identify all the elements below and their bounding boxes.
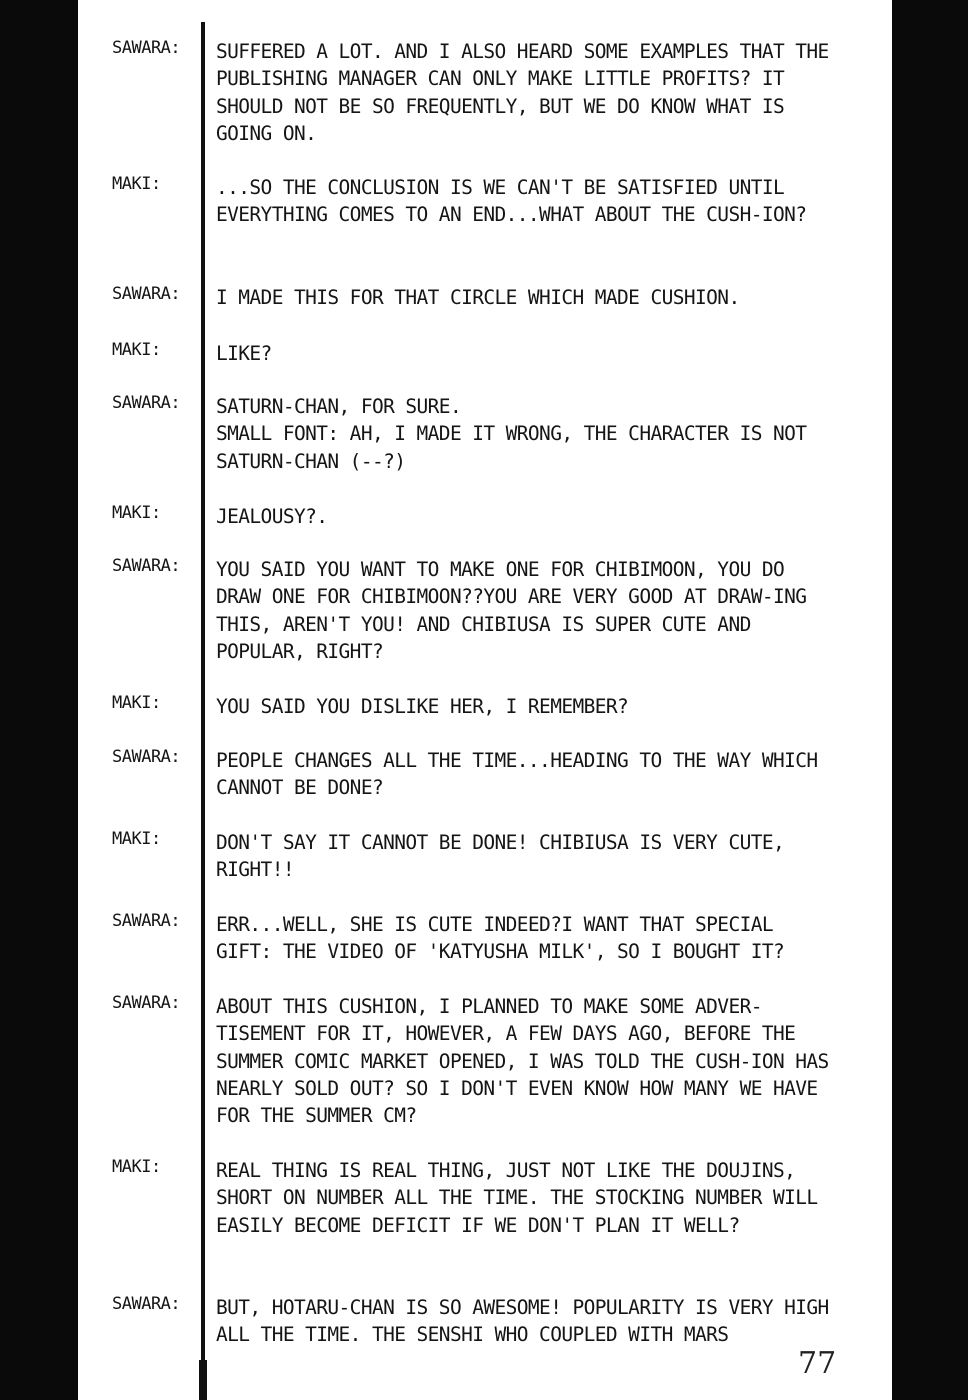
speaker-label: MAKI:: [112, 340, 161, 360]
speaker-label: SAWARA:: [112, 911, 181, 931]
speaker-label: SAWARA:: [112, 38, 181, 58]
speaker-label: SAWARA:: [112, 556, 181, 576]
dialogue-text: ERR...WELL, SHE IS CUTE INDEED?I WANT THAT SPECIAL GIFT: THE VIDEO OF 'KATYUSHA MILK', SO I BOUGHT IT?: [216, 913, 785, 964]
speaker-label: SAWARA:: [112, 1294, 181, 1314]
speaker-label: MAKI:: [112, 503, 161, 523]
column-divider-line: [201, 22, 205, 1400]
dialogue-text: YOU SAID YOU WANT TO MAKE ONE FOR CHIBIMOON, YOU DO DRAW ONE FOR CHIBIMOON??YOU ARE VERY GOOD AT DRAW-ING THIS, AREN'T YOU! AND CHIBIUSA IS SUPER CUTE AND POPULAR, RIGHT?: [216, 558, 807, 663]
dialogue-text: DON'T SAY IT CANNOT BE DONE! CHIBIUSA IS VERY CUTE, RIGHT!!: [216, 831, 785, 882]
dialogue-text: REAL THING IS REAL THING, JUST NOT LIKE THE DOUJINS, SHORT ON NUMBER ALL THE TIME. THE STOCKING NUMBER WILL EASILY BECOME DEFICIT IF WE DON'T PLAN IT WELL?: [216, 1159, 818, 1237]
dialogue-text: PEOPLE CHANGES ALL THE TIME...HEADING TO THE WAY WHICH CANNOT BE DONE?: [216, 749, 818, 800]
dialogue-text: ...SO THE CONCLUSION IS WE CAN'T BE SATISFIED UNTIL EVERYTHING COMES TO AN END...WHAT ABOUT THE CUSH-ION?: [216, 176, 807, 227]
speaker-label: SAWARA:: [112, 393, 181, 413]
page-number: 77: [798, 1346, 837, 1381]
dialogue-text: SUFFERED A LOT. AND I ALSO HEARD SOME EXAMPLES THAT THE PUBLISHING MANAGER CAN ONLY MAKE LITTLE PROFITS? IT SHOULD NOT BE SO FREQUENTLY, BUT WE DO KNOW WHAT IS GOING ON.: [216, 40, 829, 145]
speaker-label: MAKI:: [112, 829, 161, 849]
speaker-label: MAKI:: [112, 1157, 161, 1177]
right-black-border: [892, 0, 968, 1400]
speaker-label: MAKI:: [112, 174, 161, 194]
dialogue-text: YOU SAID YOU DISLIKE HER, I REMEMBER?: [216, 695, 629, 718]
speaker-label: SAWARA:: [112, 284, 181, 304]
dialogue-text: LIKE?: [216, 342, 272, 365]
dialogue-text: BUT, HOTARU-CHAN IS SO AWESOME! POPULARITY IS VERY HIGH ALL THE TIME. THE SENSHI WHO COUPLED WITH MARS: [216, 1296, 829, 1347]
speaker-label: SAWARA:: [112, 747, 181, 767]
column-divider-tail: [199, 1360, 207, 1400]
speaker-label: SAWARA:: [112, 993, 181, 1013]
dialogue-text: SATURN-CHAN, FOR SURE. SMALL FONT: AH, I MADE IT WRONG, THE CHARACTER IS NOT SATURN-CHAN (--?): [216, 395, 807, 473]
left-black-border: [0, 0, 78, 1400]
dialogue-text: JEALOUSY?.: [216, 505, 328, 528]
speaker-label: MAKI:: [112, 693, 161, 713]
dialogue-text: ABOUT THIS CUSHION, I PLANNED TO MAKE SOME ADVER-TISEMENT FOR IT, HOWEVER, A FEW DAYS AGO, BEFORE THE SUMMER COMIC MARKET OPENED, I WAS TOLD THE CUSH-ION HAS NEARLY SOLD OUT? SO I DON'T EVEN KNOW HOW MANY WE HAVE FOR THE SUMMER CM?: [216, 995, 829, 1128]
dialogue-text: I MADE THIS FOR THAT CIRCLE WHICH MADE CUSHION.: [216, 286, 740, 309]
